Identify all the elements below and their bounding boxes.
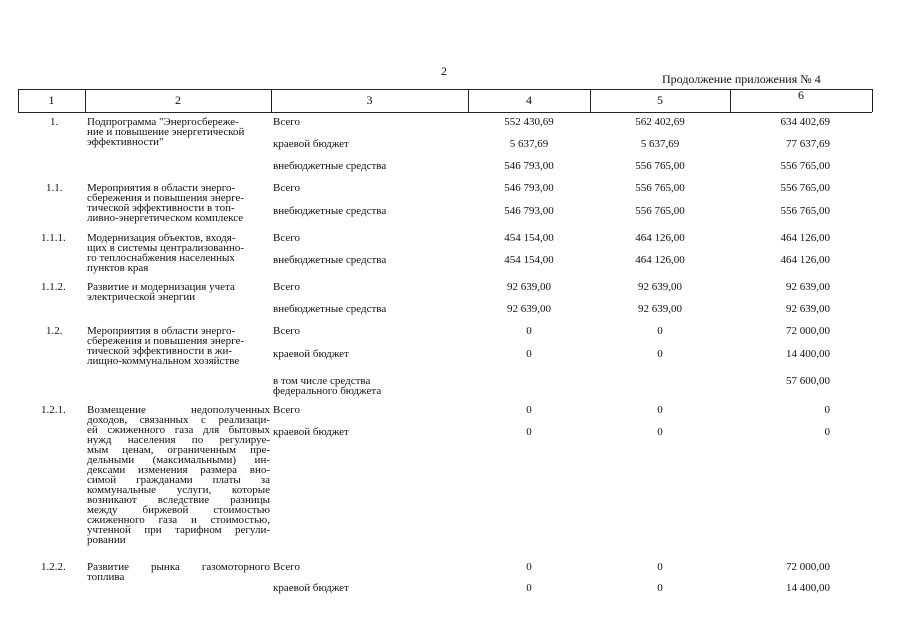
page-number: 2 [441, 64, 447, 78]
value-col4: 552 430,69 [504, 116, 554, 128]
row-number: 1.1.1. [41, 232, 66, 244]
value-col4: 0 [526, 404, 532, 416]
value-col6: 72 000,00 [786, 325, 830, 337]
column-header-5: 5 [657, 93, 663, 107]
value-col4: 0 [526, 582, 532, 594]
row-number: 1. [50, 116, 59, 128]
funding-source: внебюджетные средства [273, 254, 387, 266]
value-col5: 0 [657, 561, 663, 573]
value-col5: 556 765,00 [635, 182, 685, 194]
funding-source: Всего [273, 281, 300, 293]
column-header-1: 1 [48, 93, 55, 107]
row-description: Мероприятия в области энерго- сбережения и повышения энерге- тической эффективности в жи- лищно-коммунальном хозяйстве [87, 325, 245, 367]
value-col5: 464 126,00 [635, 254, 685, 266]
row-number: 1.1. [46, 182, 63, 194]
row-number: 1.2. [46, 325, 63, 337]
funding-source: Всего [273, 561, 300, 573]
value-col4: 546 793,00 [504, 205, 554, 217]
value-col4: 92 639,00 [507, 303, 551, 315]
value-col5: 0 [657, 404, 663, 416]
column-header-4: 4 [526, 93, 532, 107]
row-description: Модернизация объектов, входя- щих в системы централизованно- го теплоснабжения населенных пунктов края [87, 232, 245, 274]
value-col5: 0 [657, 348, 663, 360]
row-number: 1.2.1. [41, 404, 66, 416]
value-col4: 0 [526, 561, 532, 573]
value-col6: 14 400,00 [786, 348, 830, 360]
value-col4: 92 639,00 [507, 281, 551, 293]
row-description: Подпрограмма "Энергосбереже- ние и повышение энергетической эффективности" [87, 116, 245, 148]
value-col4: 5 637,69 [509, 138, 549, 150]
row-description: Развитие и модернизация учета электрической энергии [87, 281, 235, 303]
value-col6: 77 637,69 [786, 138, 830, 150]
value-col6: 92 639,00 [786, 281, 830, 293]
funding-source: краевой бюджет [273, 582, 349, 594]
value-col5: 92 639,00 [638, 303, 682, 315]
funding-source: краевой бюджет [273, 348, 349, 360]
row-description: Мероприятия в области энерго- сбережения и повышения энерге- тической эффективности в топ- ливно-энергетическом комплексе [87, 182, 245, 224]
value-col6: 92 639,00 [786, 303, 830, 315]
funding-source: краевой бюджет [273, 138, 349, 150]
value-col6: 634 402,69 [780, 116, 830, 128]
value-col4: 0 [526, 325, 532, 337]
funding-source: Всего [273, 182, 300, 194]
value-col4: 0 [526, 426, 532, 438]
funding-source: краевой бюджет [273, 426, 349, 438]
row-number: 1.1.2. [41, 281, 66, 293]
column-divider [872, 89, 873, 112]
funding-source: внебюджетные средства [273, 303, 387, 315]
funding-source: Всего [273, 325, 300, 337]
funding-source: внебюджетные средства [273, 205, 387, 217]
value-col5: 0 [657, 582, 663, 594]
header-bottom-border [18, 112, 872, 113]
value-col6: 556 765,00 [780, 205, 830, 217]
value-col5: 92 639,00 [638, 281, 682, 293]
column-header-2: 2 [175, 93, 181, 107]
value-col5: 556 765,00 [635, 160, 685, 172]
value-col6: 72 000,00 [786, 561, 830, 573]
value-col5: 0 [657, 426, 663, 438]
value-col6: 464 126,00 [780, 254, 830, 266]
row-number: 1.2.2. [41, 561, 66, 573]
row-description: Возмещение недополученных доходов, связанных с реализаци- ей сжиженного газа для бытовых нужд населения по регулируе- мым ценам, ограниченным пре- дельными (максимальными) ин- дексами изменения размера вно- симой гражданами платы за коммунальные услуги, которые возникают вследствие разницы между биржевой стоимостью сжиженного газа и стоимостью, учтенной при тарифном регули- ровании [87, 404, 270, 546]
value-col6: 14 400,00 [786, 582, 830, 594]
column-header-3: 3 [366, 93, 373, 107]
value-col4: 0 [526, 348, 532, 360]
value-col6: 57 600,00 [786, 375, 830, 387]
continuation-note: Продолжение приложения № 4 [662, 72, 821, 86]
value-col6: 556 765,00 [780, 160, 830, 172]
value-col5: 464 126,00 [635, 232, 685, 244]
value-col6: 0 [824, 426, 830, 438]
row-description: Развитие рынка газомоторного топлива [87, 561, 270, 583]
funding-source: Всего [273, 404, 300, 416]
value-col4: 454 154,00 [504, 254, 554, 266]
value-col6: 464 126,00 [780, 232, 830, 244]
value-col6: 556 765,00 [780, 182, 830, 194]
value-col4: 546 793,00 [504, 182, 554, 194]
funding-source: внебюджетные средства [273, 160, 387, 172]
value-col5: 562 402,69 [635, 116, 685, 128]
column-header-6: 6 [798, 88, 804, 102]
value-col4: 454 154,00 [504, 232, 554, 244]
value-col4: 546 793,00 [504, 160, 554, 172]
funding-source: Всего [273, 116, 300, 128]
value-col6: 0 [824, 404, 830, 416]
value-col5: 0 [657, 325, 663, 337]
value-col5: 5 637,69 [640, 138, 680, 150]
funding-source: Всего [273, 232, 300, 244]
funding-source: в том числе средства федерального бюджета [273, 375, 382, 397]
value-col5: 556 765,00 [635, 205, 685, 217]
